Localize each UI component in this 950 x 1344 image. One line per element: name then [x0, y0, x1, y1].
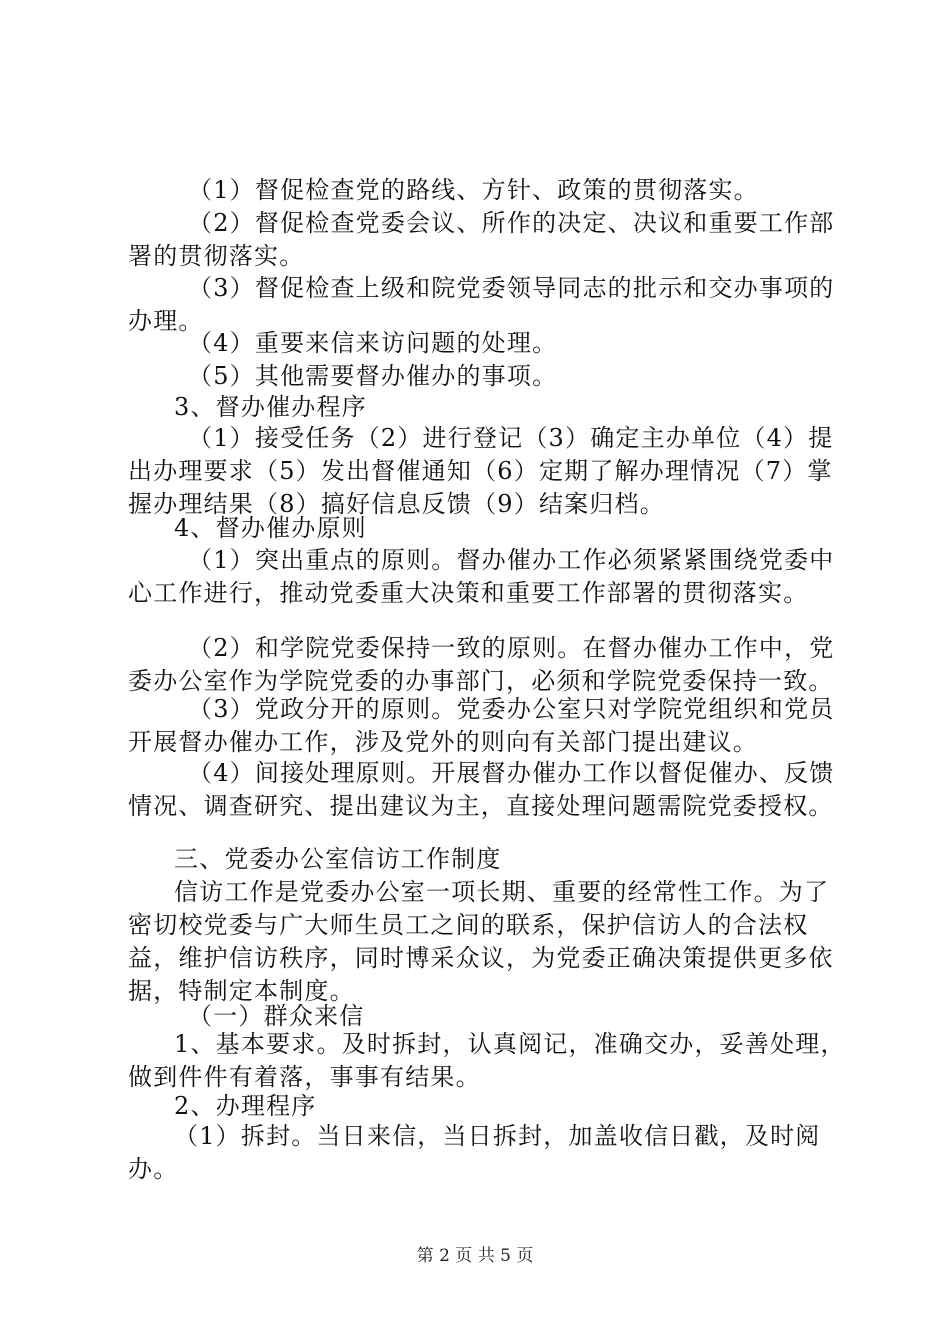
paragraph: （2）和学院党委保持一致的原则。在督办催办工作中，党委办公室作为学院党委的办事部门，必须和学院党委保持一致。 — [128, 634, 835, 695]
section-heading: 2、办理程序 — [174, 1092, 317, 1120]
paragraph: （2）督促检查党委会议、所作的决定、决议和重要工作部署的贯彻落实。 — [128, 209, 835, 270]
subsection-heading: （一）群众来信 — [188, 1002, 365, 1030]
paragraph: （3）督促检查上级和院党委领导同志的批示和交办事项的办理。 — [128, 274, 835, 335]
paragraph: 1、基本要求。及时拆封，认真阅记，准确交办，妥善处理，做到件件有着落，事事有结果。 — [128, 1030, 846, 1091]
section-heading: 3、督办催办程序 — [174, 393, 367, 421]
paragraph: （1）督促检查党的路线、方针、政策的贯彻落实。 — [188, 176, 759, 204]
paragraph: 信访工作是党委办公室一项长期、重要的经常性工作。为了密切校党委与广大师生员工之间的联系，保护信访人的合法权益，维护信访秩序，同时博采众议，为党委正确决策提供更多依据，特制定本制度。 — [128, 878, 834, 1005]
paragraph: （1）突出重点的原则。督办催办工作必须紧紧围绕党委中心工作进行，推动党委重大决策和重要工作部署的贯彻落实。 — [128, 546, 835, 607]
paragraph: （1）接受任务（2）进行登记（3）确定主办单位（4）提出办理要求（5）发出督催通知（6）定期了解办理情况（7）掌握办理结果（8）搞好信息反馈（9）结案归档。 — [128, 424, 834, 518]
paragraph: （4）间接处理原则。开展督办催办工作以督促催办、反馈情况、调查研究、提出建议为主，直接处理问题需院党委授权。 — [128, 759, 835, 820]
paragraph: （3）党政分开的原则。党委办公室只对学院党组织和党员开展督办催办工作，涉及党外的则向有关部门提出建议。 — [128, 695, 835, 756]
section-heading: 4、督办催办原则 — [174, 514, 367, 542]
paragraph: （4）重要来信来访问题的处理。 — [188, 329, 558, 357]
section-heading: 三、党委办公室信访工作制度 — [174, 845, 502, 873]
paragraph: （5）其他需要督办催办的事项。 — [188, 362, 558, 390]
page-footer: 第 2 页 共 5 页 — [416, 1246, 534, 1266]
paragraph: （1）拆封。当日来信，当日拆封，加盖收信日戳，及时阅办。 — [128, 1122, 821, 1183]
